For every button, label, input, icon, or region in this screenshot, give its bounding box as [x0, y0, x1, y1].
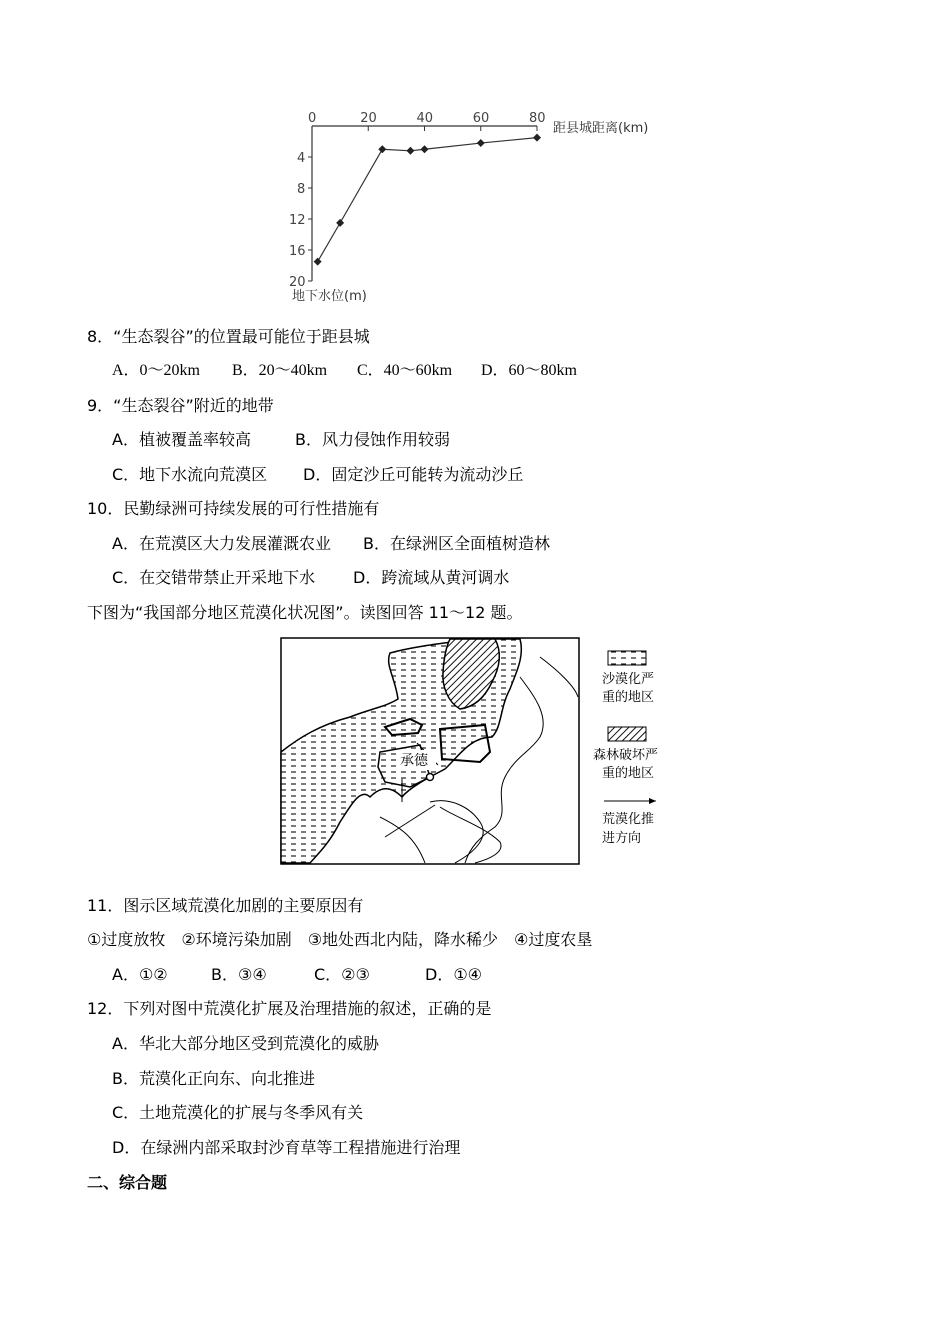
q11-option-b[interactable]: B．③④ [211, 965, 267, 984]
data-point [378, 145, 386, 153]
y-tick-label: 4 [297, 151, 306, 166]
q9-option-a[interactable]: A．植被覆盖率较高 [112, 430, 251, 449]
chart-ticks [289, 111, 546, 290]
y-tick-label: 12 [289, 213, 306, 228]
map-intro: 下图为“我国部分地区荒漠化状况图”。读图回答 11～12 题。 [87, 603, 523, 622]
data-point [336, 219, 344, 227]
desertification-map [280, 637, 662, 869]
data-point [477, 139, 485, 147]
city-marker [427, 774, 434, 781]
x-tick-label: 20 [360, 111, 377, 126]
q9-option-b[interactable]: B．风力侵蚀作用较弱 [295, 430, 450, 449]
q12-option-c[interactable]: C．土地荒漠化的扩展与冬季风有关 [112, 1103, 364, 1122]
q8-option-a[interactable]: A．0～20km [112, 362, 201, 379]
chart-series [314, 134, 541, 266]
x-tick-label: 60 [472, 111, 490, 126]
x-axis-label: 距县城距离(km) [553, 121, 649, 136]
legend-forest-label: 森林破坏严 [593, 748, 659, 763]
legend-desert-label: 沙漠化严 [602, 672, 655, 687]
q12-option-d[interactable]: D．在绿洲内部采取封沙育草等工程措施进行治理 [112, 1138, 461, 1157]
q9-stem: 9．“生态裂谷”附近的地带 [87, 396, 274, 415]
x-tick-label: 80 [529, 111, 546, 126]
y-axis-label: 地下水位(m) [292, 289, 367, 304]
q11-stem: 11．图示区域荒漠化加剧的主要原因有 [87, 896, 364, 915]
legend-desert-swatch [608, 651, 646, 665]
legend-forest-swatch [608, 727, 646, 741]
q10-option-a[interactable]: A．在荒漠区大力发展灌溉农业 [112, 534, 331, 553]
legend-arrow-label: 荒漠化推 [602, 812, 655, 827]
legend-forest-label-2: 重的地区 [602, 766, 655, 781]
q9-option-d[interactable]: D．固定沙丘可能转为流动沙丘 [303, 465, 524, 484]
legend-arrow-head [649, 798, 656, 804]
q11-option-d[interactable]: D．①④ [425, 965, 483, 984]
data-point [421, 145, 429, 153]
section-heading: 二、综合题 [87, 1173, 168, 1192]
groundwater-line [318, 138, 537, 262]
q10-stem: 10．民勤绿洲可持续发展的可行性措施有 [87, 499, 380, 518]
groundwater-chart [280, 108, 680, 308]
q11-option-a[interactable]: A．①② [112, 965, 168, 984]
q10-option-c[interactable]: C．在交错带禁止开采地下水 [112, 568, 316, 587]
data-point [314, 258, 322, 266]
y-tick-label: 20 [289, 275, 306, 290]
legend-arrow-label-2: 进方向 [602, 831, 642, 846]
q8-option-d[interactable]: D．60～80km [481, 362, 578, 379]
y-tick-label: 8 [297, 182, 306, 197]
q10-option-b[interactable]: B．在绿洲区全面植树造林 [363, 534, 550, 553]
q12-option-b[interactable]: B．荒漠化正向东、向北推进 [112, 1069, 315, 1088]
legend-desert-label-2: 重的地区 [602, 690, 655, 705]
city-label: 承德 [400, 753, 428, 769]
q10-option-d[interactable]: D．跨流域从黄河调水 [353, 568, 510, 587]
data-point [533, 134, 541, 142]
x-tick-label: 40 [416, 111, 434, 126]
q11-option-c[interactable]: C．②③ [314, 965, 370, 984]
q8-option-b[interactable]: B．20～40km [232, 362, 328, 379]
y-tick-label: 16 [289, 244, 306, 259]
x-tick-label: 0 [308, 111, 317, 126]
q12-stem: 12．下列对图中荒漠化扩展及治理措施的叙述，正确的是 [87, 999, 492, 1018]
q12-option-a[interactable]: A．华北大部分地区受到荒漠化的威胁 [112, 1034, 379, 1053]
q9-option-c[interactable]: C．地下水流向荒漠区 [112, 465, 268, 484]
q11-items: ①过度放牧 ②环境污染加剧 ③地处西北内陆，降水稀少 ④过度农垦 [87, 930, 593, 949]
q8-stem: 8．“生态裂谷”的位置最可能位于距县城 [87, 327, 370, 346]
q8-option-c[interactable]: C．40～60km [357, 362, 453, 379]
data-point [406, 147, 414, 155]
